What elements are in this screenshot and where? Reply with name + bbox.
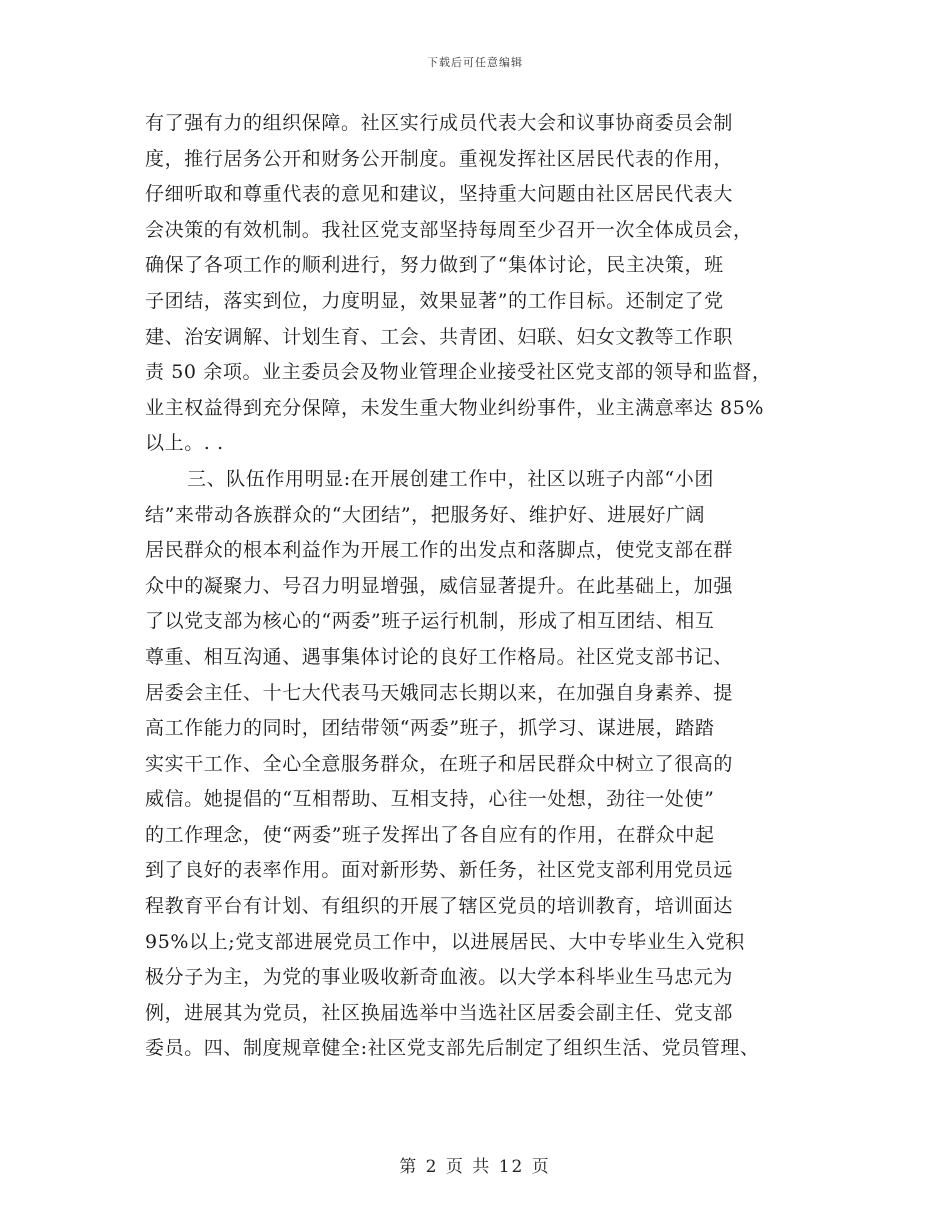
text-line: 建、治安调解、计划生育、工会、共青团、妇联、妇女文教等工作职 (145, 325, 734, 348)
document-body (145, 106, 825, 1067)
text-line: 实实干工作、全心全意服务群众，在班子和居民群众中树立了很高的 (145, 752, 734, 775)
text-line: 程教育平台有计划、有组织的开展了辖区党员的培训教育，培训面达 (145, 895, 734, 918)
text-line: 子团结，落实到位，力度明显，效果显著”的工作目标。还制定了党 (145, 289, 724, 312)
text-line: 仔细听取和尊重代表的意见和建议，坚持重大问题由社区居民代表大 (145, 183, 734, 206)
page-header: 下载后可任意编辑 (427, 56, 523, 69)
page-number: 第 2 页 共 12 页 (399, 1157, 551, 1177)
text-line: 责 50 余项。业主委员会及物业管理企业接受社区党支部的领导和监督， (145, 361, 772, 384)
text-line: 居民群众的根本利益作为开展工作的出发点和落脚点，使党支部在群 (145, 539, 734, 562)
text-line: 结”来带动各族群众的“大团结”，把服务好、维护好、进展好广阔 (145, 503, 706, 526)
text-line: 居委会主任、十七大代表马天娥同志长期以来，在加强自身素养、提 (145, 681, 734, 704)
text-line: 尊重、相互沟通、遇事集体讨论的良好工作格局。社区党支部书记、 (145, 645, 734, 668)
text-line: 业主权益得到充分保障，未发生重大物业纠纷事件，业主满意率达 85% (145, 396, 765, 419)
text-line: 极分子为主，为党的事业吸收新奇血液。以大学本科毕业生马忠元为 (145, 966, 734, 989)
text-line: 确保了各项工作的顺利进行，努力做到了“集体讨论，民主决策，班 (145, 254, 724, 277)
text-line: 众中的凝聚力、号召力明显增强，威信显著提升。在此基础上，加强 (145, 574, 734, 597)
text-line: 例，进展其为党员，社区换届选举中当选社区居委会副主任、党支部 (145, 1001, 734, 1024)
text-line: 度，推行居务公开和财务公开制度。重视发挥社区居民代表的作用， (145, 147, 734, 170)
text-line: 的工作理念，使“两委”班子发挥出了各自应有的作用，在群众中起 (145, 823, 715, 846)
text-line: 95%以上;党支部进展党员工作中，以进展居民、大中专毕业生入党积 (145, 930, 745, 953)
text-line: 了以党支部为核心的“两委”班子运行机制，形成了相互团结、相互 (145, 610, 715, 633)
paragraph-start-line: 三、队伍作用明显:在开展创建工作中，社区以班子内部“小团 (187, 467, 714, 490)
text-line: 会决策的有效机制。我社区党支部坚持每周至少召开一次全体成员会， (145, 218, 753, 241)
text-line: 有了强有力的组织保障。社区实行成员代表大会和议事协商委员会制 (145, 112, 734, 134)
text-line: 威信。她提倡的“互相帮助、互相支持，心往一处想，劲往一处使” (145, 788, 715, 811)
text-line: 委员。四、制度规章健全:社区党支部先后制定了组织生活、党员管理、 (145, 1037, 760, 1060)
text-line: 高工作能力的同时，团结带领“两委”班子，抓学习、谋进展，踏踏 (145, 717, 715, 740)
text-line: 以上。. . (145, 432, 224, 455)
text-line: 到了良好的表率作用。面对新形势、新任务，社区党支部利用党员远 (145, 859, 734, 882)
